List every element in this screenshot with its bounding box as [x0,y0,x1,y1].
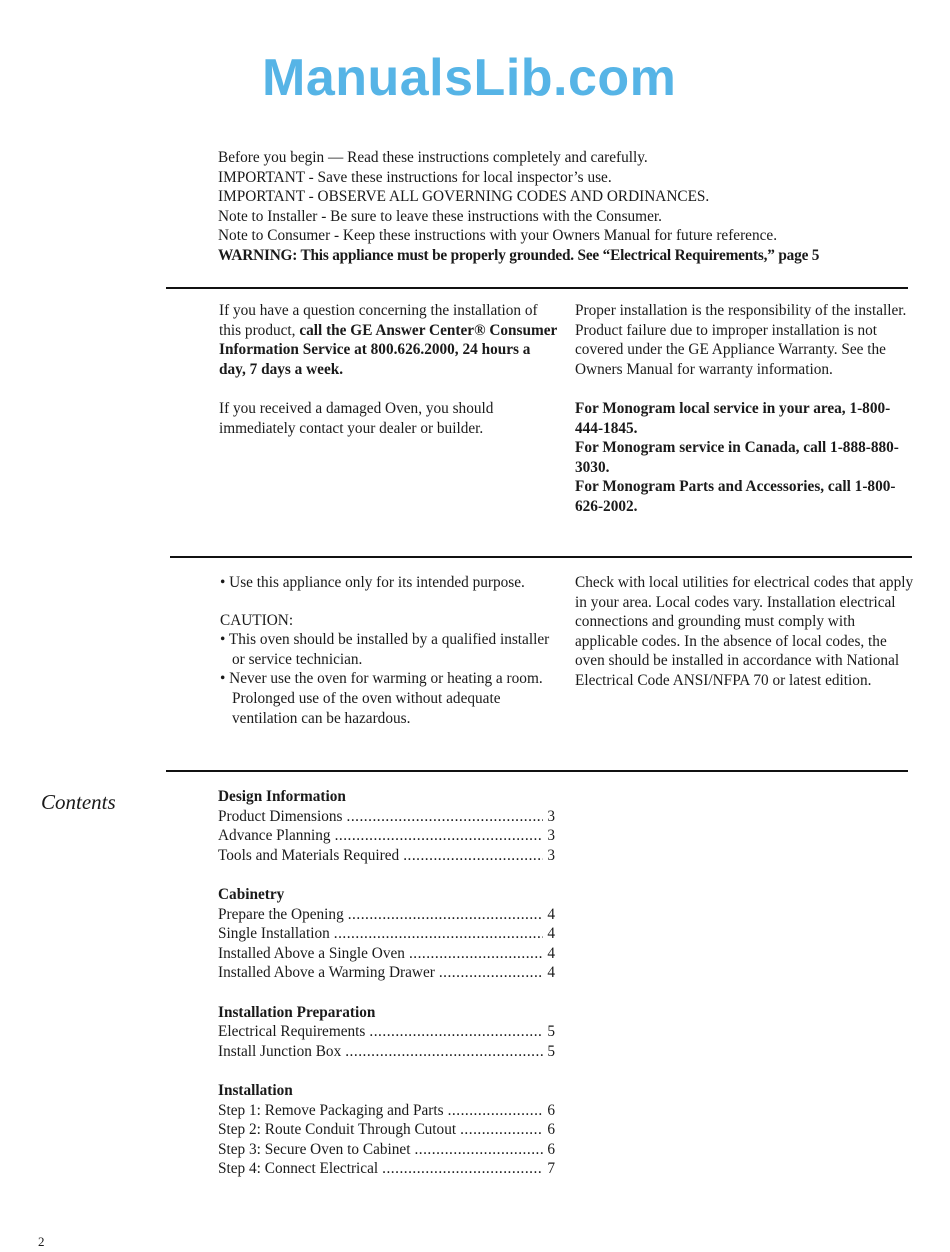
toc-entry[interactable] [218,1042,555,1062]
caution-bullet: • This oven should be installed by a qualified installer or service technician. [220,631,550,668]
dot-leader [403,846,543,866]
answer-center-contact: call the GE Answer Center® Consumer Information Service at 800.626.2000, 24 hours a day, 7 days a week. [219,321,558,378]
dot-leader [334,924,544,944]
dot-leader [460,1120,543,1140]
toc-entry-label: Tools and Materials Required [218,846,400,864]
caution-column [220,573,560,728]
toc-entry-label: Prepare the Opening [218,905,344,923]
toc-entry[interactable] [218,1140,555,1160]
service-contact: For Monogram local service in your area, 1-800-444-1845. [575,399,891,437]
toc-entry[interactable] [218,807,555,827]
toc-entry[interactable] [218,905,555,925]
toc-entry-label: Electrical Requirements [218,1023,366,1041]
toc-entry-label: Step 1: Remove Packaging and Parts [218,1101,444,1119]
toc-entry-page: 5 [547,1023,555,1041]
toc-section-heading: Design Information [218,788,346,805]
toc-entry[interactable] [218,1022,555,1042]
toc-entry[interactable] [218,944,555,964]
answer-center-column [219,301,559,438]
dot-leader [347,807,544,827]
toc-entry-label: Step 2: Route Conduit Through Cutout [218,1121,457,1139]
service-contact: For Monogram Parts and Accessories, call 1-800-626-2002. [575,478,896,515]
grounding-warning: WARNING: This appliance must be properly grounded. See “Electrical Requirements,” page 5 [218,246,820,264]
toc-entry[interactable] [218,924,555,944]
toc-entry-label: Single Installation [218,925,330,943]
toc-entry-page: 6 [547,1140,555,1158]
dot-leader [369,1022,543,1042]
toc-entry[interactable] [218,1101,555,1121]
dot-leader [382,1159,543,1179]
toc-entry-label: Product Dimensions [218,807,343,825]
intro-line: Note to Installer - Be sure to leave these instructions with the Consumer. [218,207,662,225]
dot-leader [414,1140,543,1160]
dot-leader [448,1101,544,1121]
toc-section-heading: Installation Preparation [218,1003,376,1021]
toc-entry-page: 6 [547,1101,555,1119]
usage-bullet: • Use this appliance only for its intended purpose. [220,574,525,591]
warranty-column [575,301,907,517]
toc-entry-page: 4 [547,905,555,923]
toc-entry-label: Installed Above a Single Oven [218,944,405,962]
toc-entry[interactable] [218,1120,555,1140]
toc-entry-page: 4 [547,944,555,962]
service-contact: For Monogram service in Canada, call 1-888-880-3030. [575,439,899,476]
intro-line: IMPORTANT - Save these instructions for local inspector’s use. [218,168,612,186]
responsibility-text: Proper installation is the responsibility of the installer. Product failure due to improper installation is not covered under the GE Appliance Warranty. See the Owners Manual for warranty information. [575,302,907,378]
toc-entry-page: 3 [547,827,555,845]
toc-entry[interactable] [218,1159,555,1179]
toc-section-heading: Installation [218,1081,293,1099]
electrical-codes-text: Check with local utilities for electrical codes that apply in your area. Local codes vary. Installation electrical connections and grounding must comply with applicable codes. In the absence of local codes, the oven should be installed in accordance with National Electrical Code ANSI/NFPA 70 or latest edition. [575,574,914,689]
divider [166,287,908,289]
toc-entry-page: 4 [547,925,555,943]
dot-leader [345,1042,543,1062]
watermark-logo: ManualsLib.com [262,49,677,107]
page-number: 2 [38,1234,45,1249]
dot-leader [335,826,544,846]
spacer [218,983,555,1003]
damaged-oven-text: If you received a damaged Oven, you should immediately contact your dealer or builder. [219,399,494,437]
table-of-contents [218,787,555,1179]
toc-entry-page: 4 [547,964,555,982]
electrical-codes-column [575,573,917,691]
question-text: If you have a question concerning the installation of this product, [219,302,538,339]
intro-line: IMPORTANT - OBSERVE ALL GOVERNING CODES AND ORDINANCES. [218,188,710,206]
toc-entry[interactable] [218,846,555,866]
toc-entry-page: 5 [547,1042,555,1060]
caution-label: CAUTION: [220,611,294,629]
toc-entry-page: 3 [547,807,555,825]
toc-entry-page: 6 [547,1121,555,1139]
caution-bullet: • Never use the oven for warming or heating a room. Prolonged use of the oven without adequate ventilation can be hazardous. [220,670,543,727]
toc-entry-label: Install Junction Box [218,1042,342,1060]
toc-entry-label: Step 3: Secure Oven to Cabinet [218,1140,411,1158]
dot-leader [439,963,544,983]
dot-leader [409,944,543,964]
toc-entry-label: Advance Planning [218,827,331,845]
dot-leader [348,905,544,925]
divider [166,770,908,772]
intro-block [218,148,918,266]
spacer [218,1061,555,1081]
toc-entry-label: Step 4: Connect Electrical [218,1160,379,1178]
intro-line: Before you begin — Read these instructions completely and carefully. [218,149,648,166]
question-paragraph [219,301,559,379]
toc-entry[interactable] [218,963,555,983]
spacer [218,865,555,885]
divider [170,556,912,558]
intro-line: Note to Consumer - Keep these instructions with your Owners Manual for future reference. [218,227,778,245]
toc-entry-page: 7 [547,1160,555,1178]
toc-entry[interactable] [218,826,555,846]
toc-entry-page: 3 [547,846,555,864]
toc-entry-label: Installed Above a Warming Drawer [218,964,435,982]
toc-section-heading: Cabinetry [218,885,285,903]
contents-title: Contents [41,790,116,814]
